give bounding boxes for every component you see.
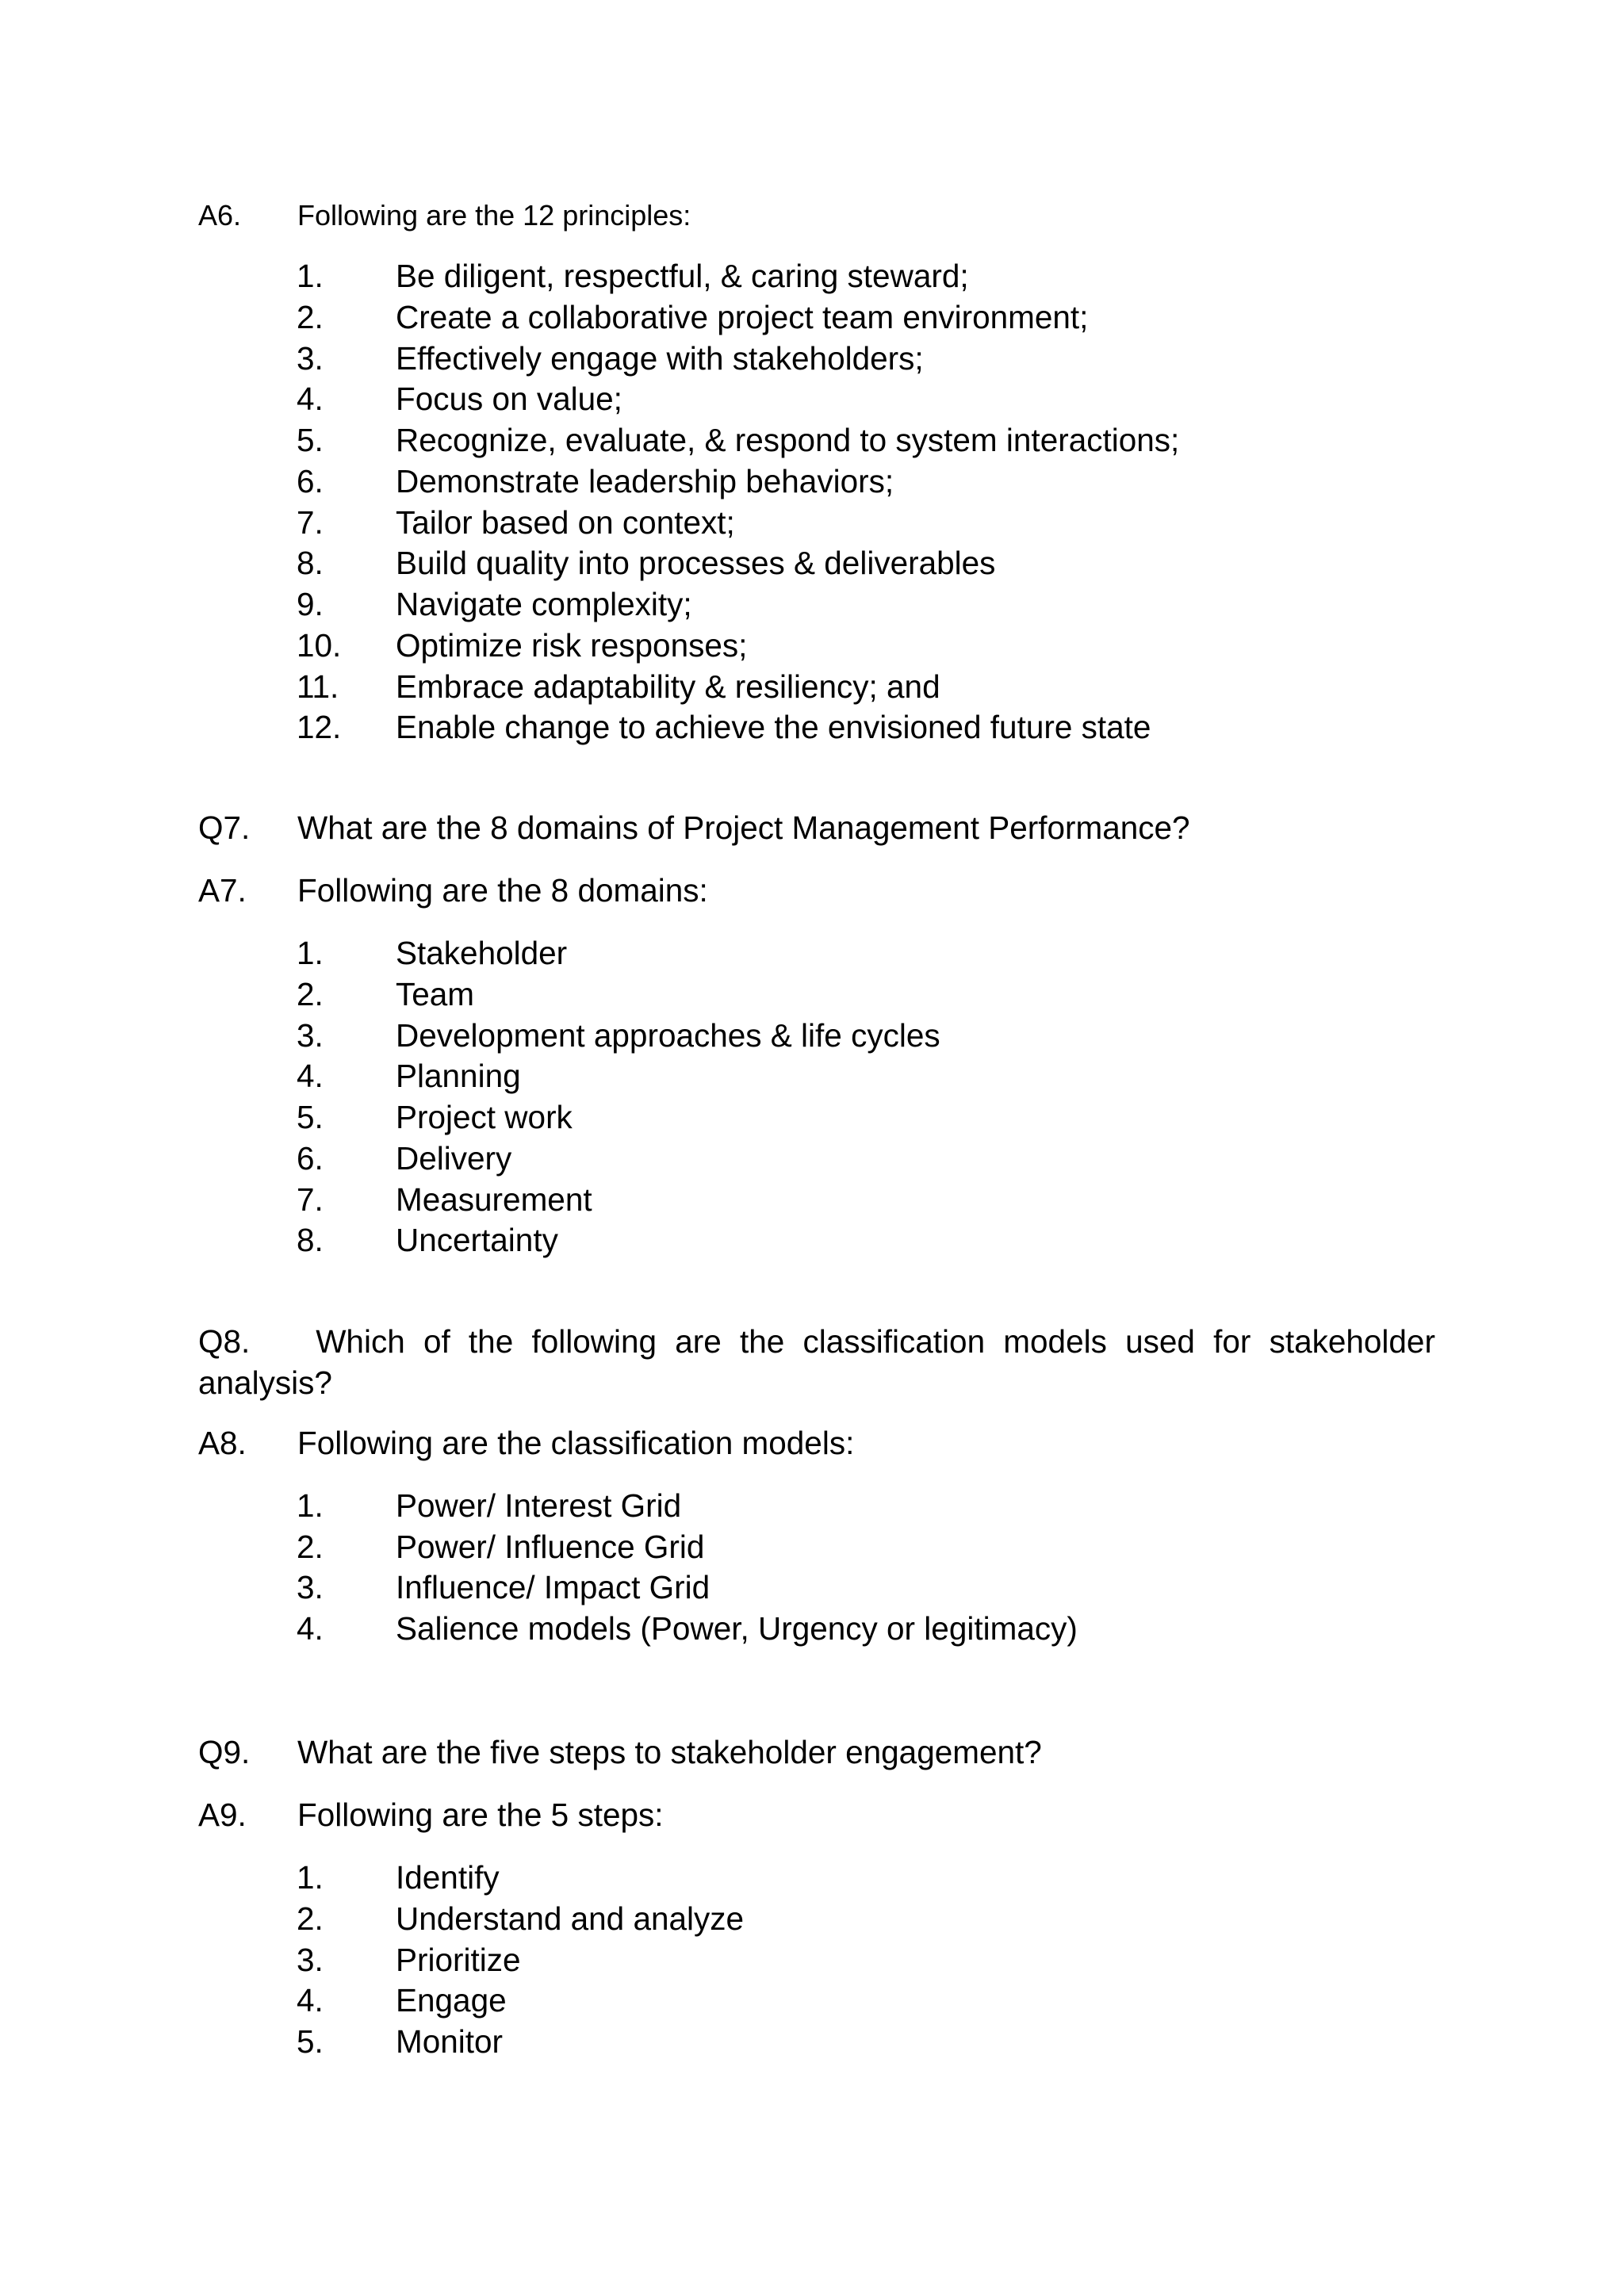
question-text: What are the five steps to stakeholder engagement? xyxy=(297,1734,1042,1770)
list-item-number: 4. xyxy=(297,1610,324,1647)
list-item-text: Power/ Interest Grid xyxy=(396,1487,682,1524)
answer-label: A9. xyxy=(198,1797,247,1833)
list-item-text: Identify xyxy=(396,1859,500,1896)
question-q8 xyxy=(198,1321,1435,1403)
answer-label: A6. xyxy=(198,199,242,232)
list-item-number: 3. xyxy=(297,1569,324,1605)
list-item-number: 3. xyxy=(297,340,324,377)
list-item-text: Create a collaborative project team environment; xyxy=(396,299,1089,335)
list-item-text: Demonstrate leadership behaviors; xyxy=(396,463,894,499)
list-item-number: 1. xyxy=(297,1859,324,1896)
list-item-text: Delivery xyxy=(396,1140,512,1177)
list-item-number: 8. xyxy=(297,545,324,581)
list-item-text: Focus on value; xyxy=(396,381,622,417)
list-item-text: Embrace adaptability & resiliency; and xyxy=(396,668,940,705)
list-item-number: 2. xyxy=(297,976,324,1012)
question-word: models xyxy=(1003,1323,1107,1360)
list-item-number: 4. xyxy=(297,381,324,417)
list-item-text: Project work xyxy=(396,1099,573,1135)
list-item-number: 6. xyxy=(297,463,324,499)
list-item-text: Optimize risk responses; xyxy=(396,627,748,664)
list-item-number: 1. xyxy=(297,935,324,971)
question-label: Q8. xyxy=(198,1323,251,1360)
list-item-text: Engage xyxy=(396,1982,507,2019)
list-item-text: Effectively engage with stakeholders; xyxy=(396,340,924,377)
list-item-number: 5. xyxy=(297,2023,324,2060)
list-item-text: Recognize, evaluate, & respond to system interactions; xyxy=(396,422,1180,458)
question-word: stakeholder xyxy=(1269,1323,1435,1360)
list-item-number: 4. xyxy=(297,1058,324,1094)
list-item-text: Be diligent, respectful, & caring steward; xyxy=(396,258,969,294)
list-item-text: Navigate complexity; xyxy=(396,586,692,622)
question-word: the xyxy=(739,1323,785,1360)
question-word: of xyxy=(423,1323,450,1360)
answer-text: Following are the 5 steps: xyxy=(297,1797,664,1833)
list-item-text: Uncertainty xyxy=(396,1222,558,1258)
list-item-text: Influence/ Impact Grid xyxy=(396,1569,710,1605)
list-item-number: 6. xyxy=(297,1140,324,1177)
list-item-number: 10. xyxy=(297,627,342,664)
question-word: Which xyxy=(316,1323,405,1360)
list-item-number: 3. xyxy=(297,1942,324,1978)
answer-text: Following are the 8 domains: xyxy=(297,872,708,909)
list-item-number: 1. xyxy=(297,258,324,294)
question-word: for xyxy=(1213,1323,1251,1360)
question-word: classification xyxy=(802,1323,986,1360)
answer-label: A8. xyxy=(198,1425,247,1461)
list-item-number: 12. xyxy=(297,709,342,745)
list-item-text: Enable change to achieve the envisioned future state xyxy=(396,709,1151,745)
list-item-number: 5. xyxy=(297,1099,324,1135)
list-item-text: Salience models (Power, Urgency or legitimacy) xyxy=(396,1610,1078,1647)
list-item-text: Prioritize xyxy=(396,1942,521,1978)
list-item-text: Monitor xyxy=(396,2023,504,2060)
list-item-number: 4. xyxy=(297,1982,324,2019)
question-label: Q7. xyxy=(198,809,251,846)
question-text: What are the 8 domains of Project Management Performance? xyxy=(297,809,1190,846)
list-item-number: 2. xyxy=(297,1900,324,1937)
question-label: Q9. xyxy=(198,1734,251,1770)
question-word: the xyxy=(468,1323,514,1360)
question-line: analysis? xyxy=(198,1364,332,1401)
list-item-text: Team xyxy=(396,976,475,1012)
list-item-text: Measurement xyxy=(396,1181,592,1218)
list-item-number: 7. xyxy=(297,504,324,541)
list-item-number: 3. xyxy=(297,1017,324,1054)
list-item-text: Tailor based on context; xyxy=(396,504,735,541)
answer-text: Following are the classification models: xyxy=(297,1425,855,1461)
question-word: following xyxy=(531,1323,657,1360)
answer-label: A7. xyxy=(198,872,247,909)
question-word: used xyxy=(1125,1323,1195,1360)
list-item-number: 5. xyxy=(297,422,324,458)
list-item-text: Power/ Influence Grid xyxy=(396,1529,705,1565)
question-line xyxy=(198,1321,1435,1362)
list-item-text: Stakeholder xyxy=(396,935,568,971)
question-word: are xyxy=(675,1323,722,1360)
list-item-number: 8. xyxy=(297,1222,324,1258)
list-item-number: 2. xyxy=(297,299,324,335)
list-item-number: 7. xyxy=(297,1181,324,1218)
list-item-number: 9. xyxy=(297,586,324,622)
list-item-number: 11. xyxy=(297,668,339,705)
list-item-number: 2. xyxy=(297,1529,324,1565)
list-item-text: Understand and analyze xyxy=(396,1900,745,1937)
list-item-text: Development approaches & life cycles xyxy=(396,1017,940,1054)
list-item-text: Planning xyxy=(396,1058,521,1094)
list-item-text: Build quality into processes & deliverables xyxy=(396,545,996,581)
answer-text: Following are the 12 principles: xyxy=(297,199,691,232)
list-item-number: 1. xyxy=(297,1487,324,1524)
